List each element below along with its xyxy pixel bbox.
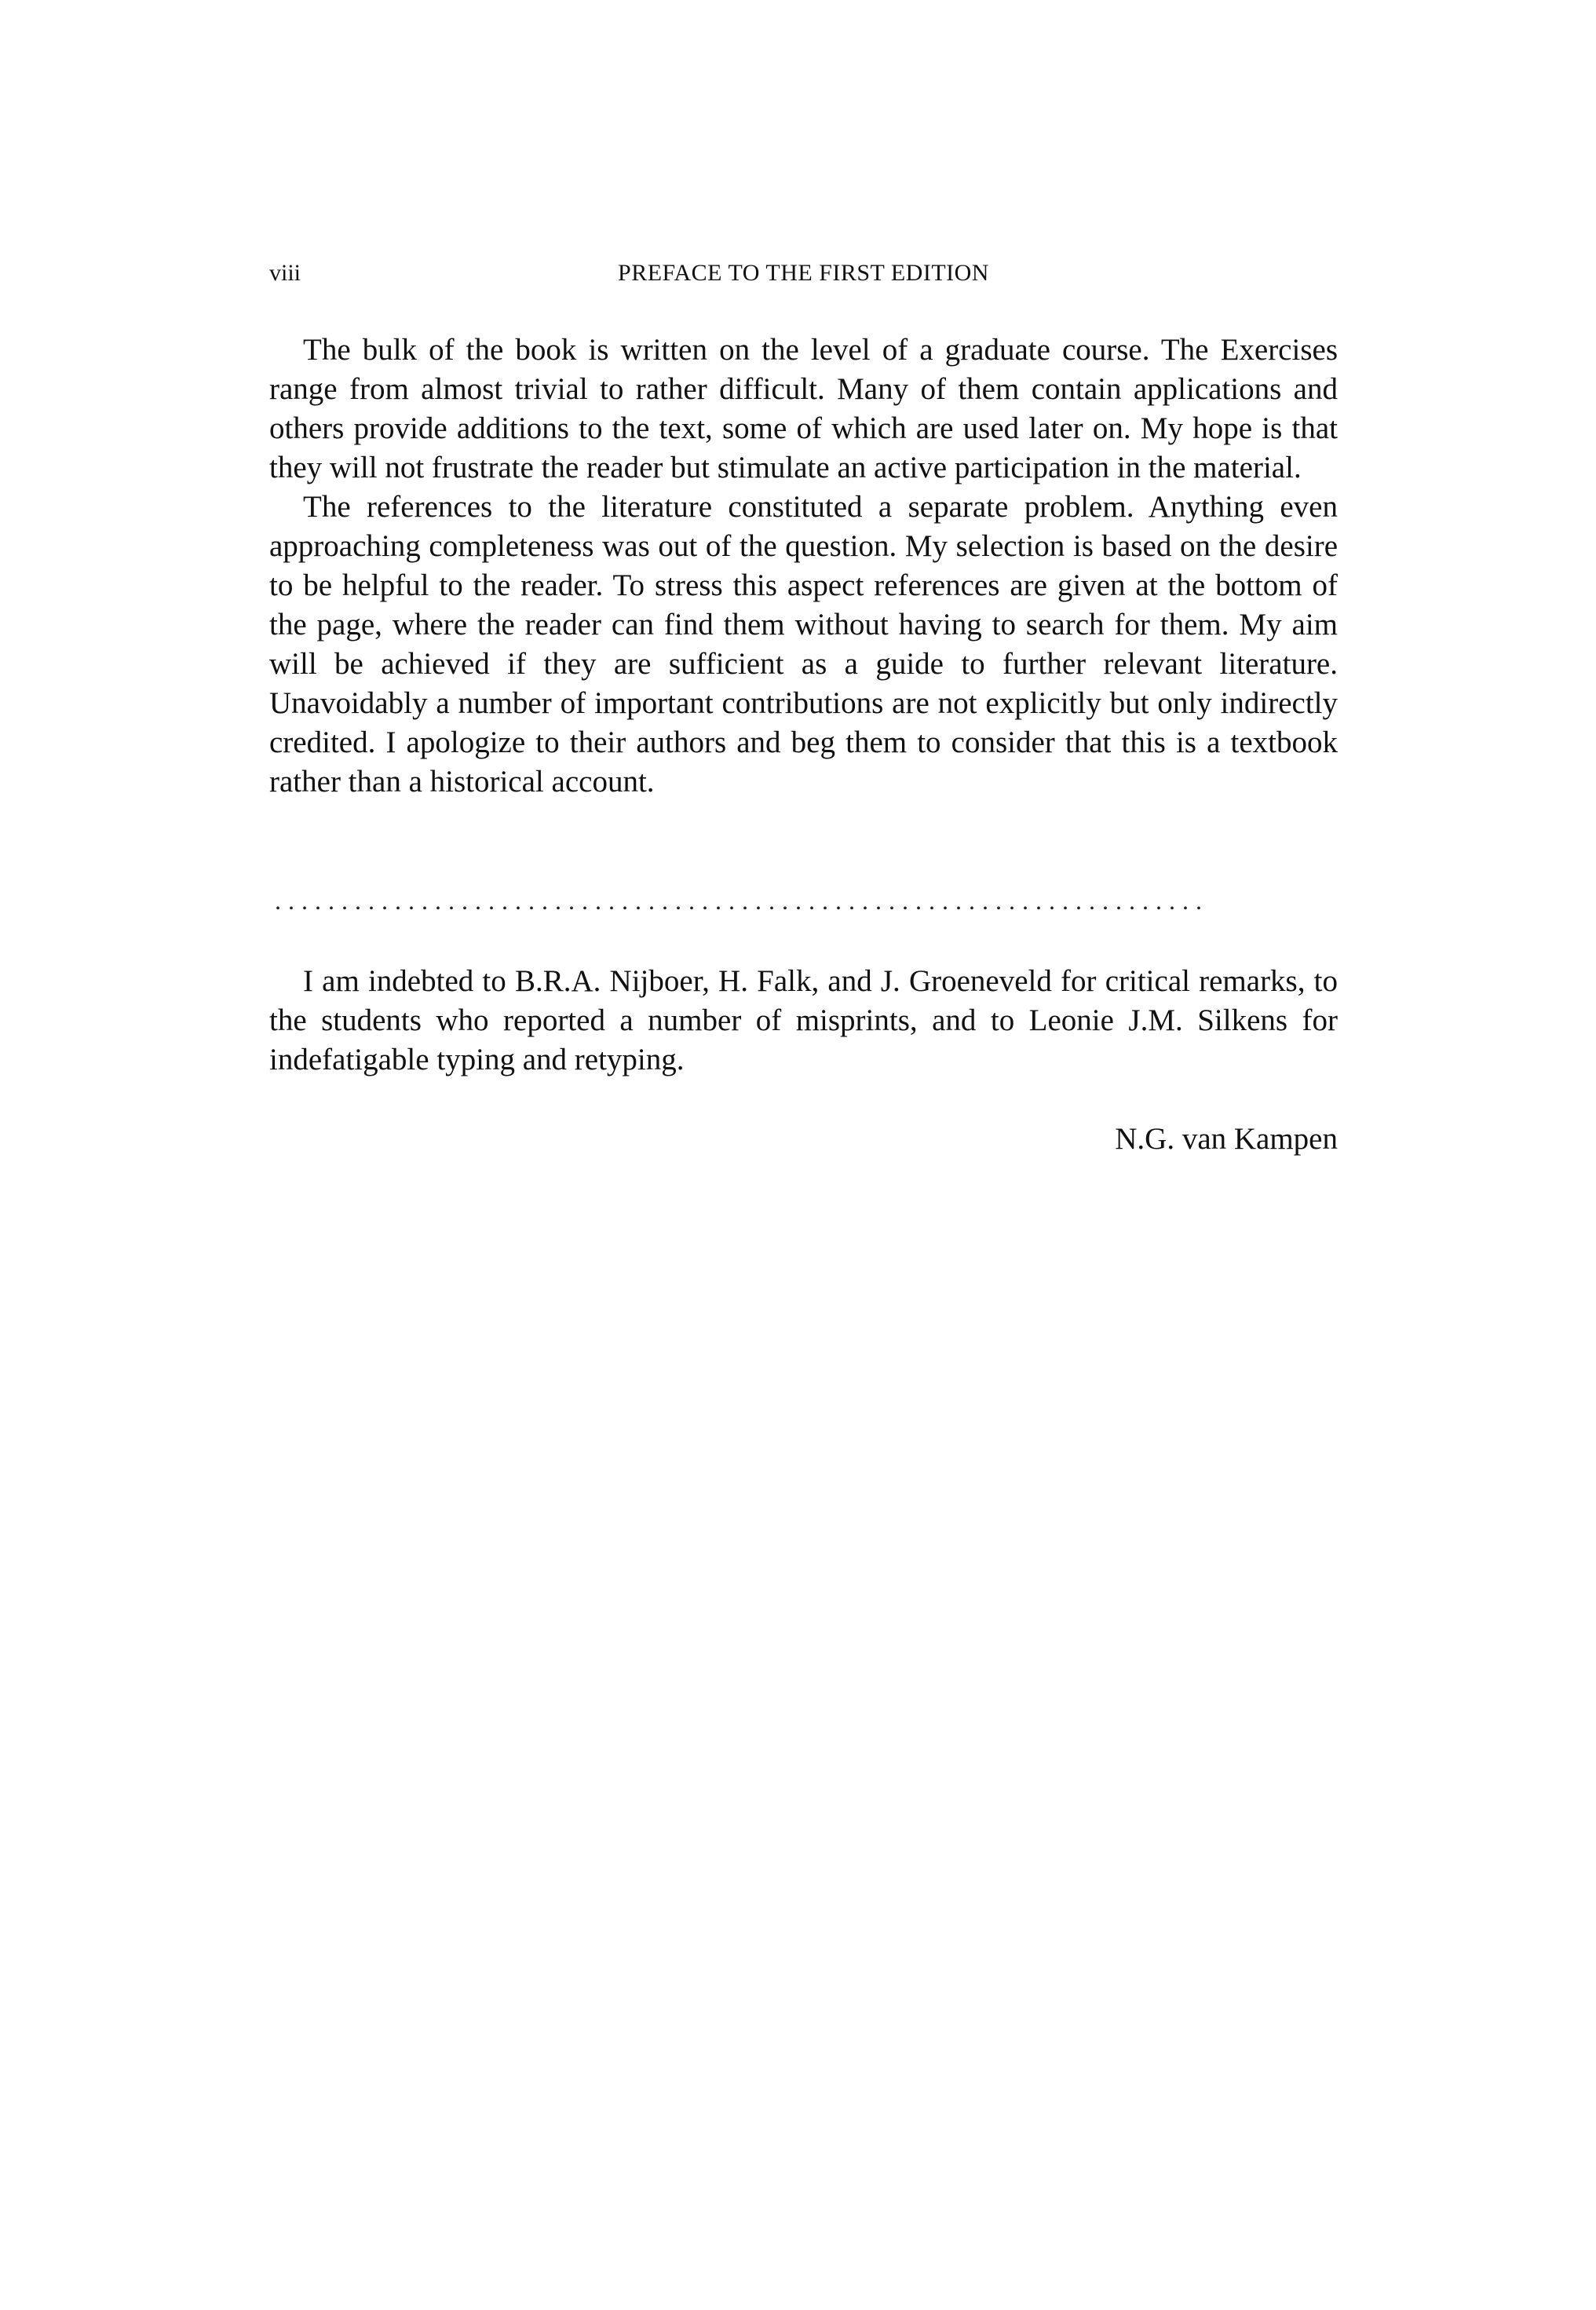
page-number: viii bbox=[269, 260, 301, 286]
paragraph-acknowledgement: I am indebted to B.R.A. Nijboer, H. Falk, and J. Groeneveld for critical remarks, to the students who reported a number of misprints, and to Leonie J.M. Silkens for indefatigable typing and retyping. bbox=[269, 964, 1338, 1076]
paragraph-references: The references to the literature constituted a separate problem. Anything even approaching completeness was out of the question. My selection is based on the desire to be helpful to the reader. To stress this aspect references are given at the bottom of the page, where the reader can find them without having to search for them. My aim will be achieved if they are sufficient as a guide to further relevant literature. Unavoidably a number of important contributions are not explicitly but only indirectly credited. I apologize to their authors and beg them to consider that this is a textbook rather than a historical account. bbox=[269, 490, 1338, 799]
running-head bbox=[269, 258, 1338, 289]
acknowledgement-block bbox=[269, 962, 1338, 1080]
preface-body bbox=[269, 331, 1338, 802]
running-title: PREFACE TO THE FIRST EDITION bbox=[618, 260, 989, 286]
paragraph-exercises: The bulk of the book is written on the level of a graduate course. The Exercises range from almost trivial to rather difficult. Many of them contain applications and others provide additions to the text, some of which are used later on. My hope is that they will not frustrate the reader but stimulate an active participation in the material. bbox=[269, 333, 1338, 484]
dotted-separator: ...................................................................... bbox=[275, 891, 1209, 910]
author-signature: N.G. van Kampen bbox=[1115, 1122, 1338, 1156]
